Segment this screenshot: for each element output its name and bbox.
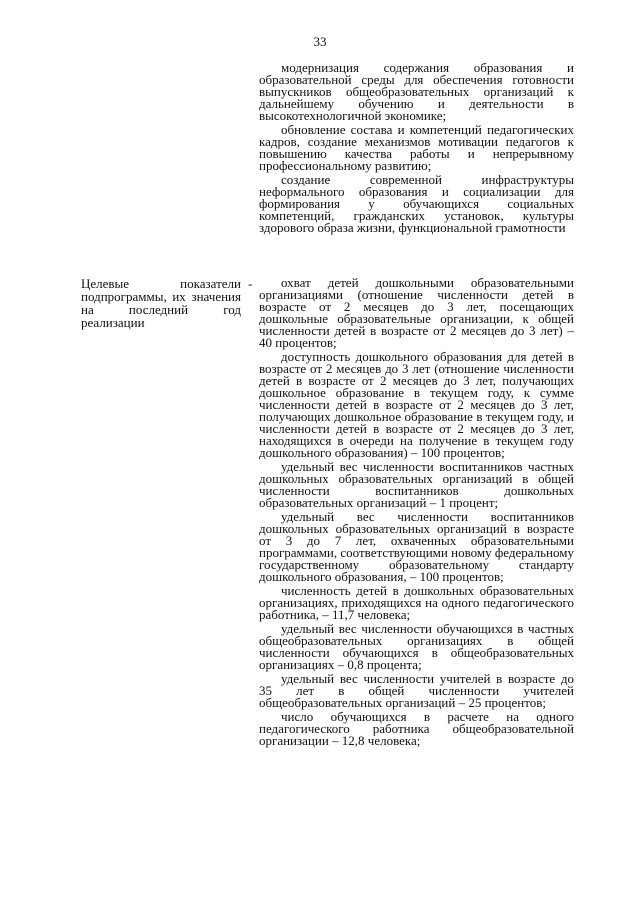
indicator-item: удельный вес численности воспитанников частных дошкольных образовательных организаций в общей численности воспитанников дошкольных образовательных организаций – 1 процент;: [259, 459, 574, 510]
objective-item: модернизация содержания образования и образовательной среды для обеспечения готовности выпускников общеобразовательных организаций к дальнейшему обучению и деятельности в высокотехнологичной экономике;: [259, 60, 574, 123]
indicator-item: удельный вес численности воспитанников дошкольных образовательных организаций в возрасте от 3 до 7 лет, охваченных образовательными программами, соответствующими новому федеральному государственному образовательному стандарту дошкольного образования, – 100 процентов;: [259, 509, 574, 584]
indicator-item: охват детей дошкольными образовательными организациями (отношение численности детей в возрасте от 2 месяцев до 3 лет, посещающих дошкольные образовательные организации, к общей численности детей в возрасте от 2 месяцев до 3 лет) – 40 процентов;: [259, 275, 574, 350]
indicators-list: [259, 277, 574, 749]
objectives-list: [259, 62, 574, 236]
indicator-item: удельный вес численности обучающихся в частных общеобразовательных организациях в общей численности обучающихся в общеобразовательных организациях – 0,8 процента;: [259, 621, 574, 672]
page-number: 33: [313, 34, 327, 49]
objective-item: создание современной инфраструктуры неформального образования и социализации для формирования у обучающихся социальных компетенций, гражданских установок, культуры здорового образа жизни, функциональной грамотности: [259, 172, 574, 235]
indicator-item: численность детей в дошкольных образовательных организациях, приходящихся на одного педагогического работника, – 11,7 человека;: [259, 583, 574, 622]
indicator-item: число обучающихся в расчете на одного педагогического работника общеобразовательной организации – 12,8 человека;: [259, 709, 574, 748]
label-dash: -: [248, 276, 253, 291]
indicator-item: удельный вес численности учителей в возрасте до 35 лет в общей численности учителей общеобразовательных организаций – 25 процентов;: [259, 671, 574, 710]
target-indicators-label: Целевые показатели подпрограммы, их значения на последний год реализации: [81, 276, 241, 330]
objective-item: обновление состава и компетенций педагогических кадров, создание механизмов мотивации педагогов к повышению качества работы и непрерывному профессиональному развитию;: [259, 122, 574, 173]
indicator-item: доступность дошкольного образования для детей в возрасте от 2 месяцев до 3 лет (отношение численности детей в возрасте от 2 месяцев до 3 лет, получающих дошкольное образование в текущем году, к сумме численности детей в возрасте от 2 месяцев до 3 лет, получающих дошкольное образование в текущем году, и численности детей в возрасте от 2 месяцев до 3 лет, находящихся в очереди на получение в текущем году дошкольного образования) – 100 процентов;: [259, 349, 574, 460]
